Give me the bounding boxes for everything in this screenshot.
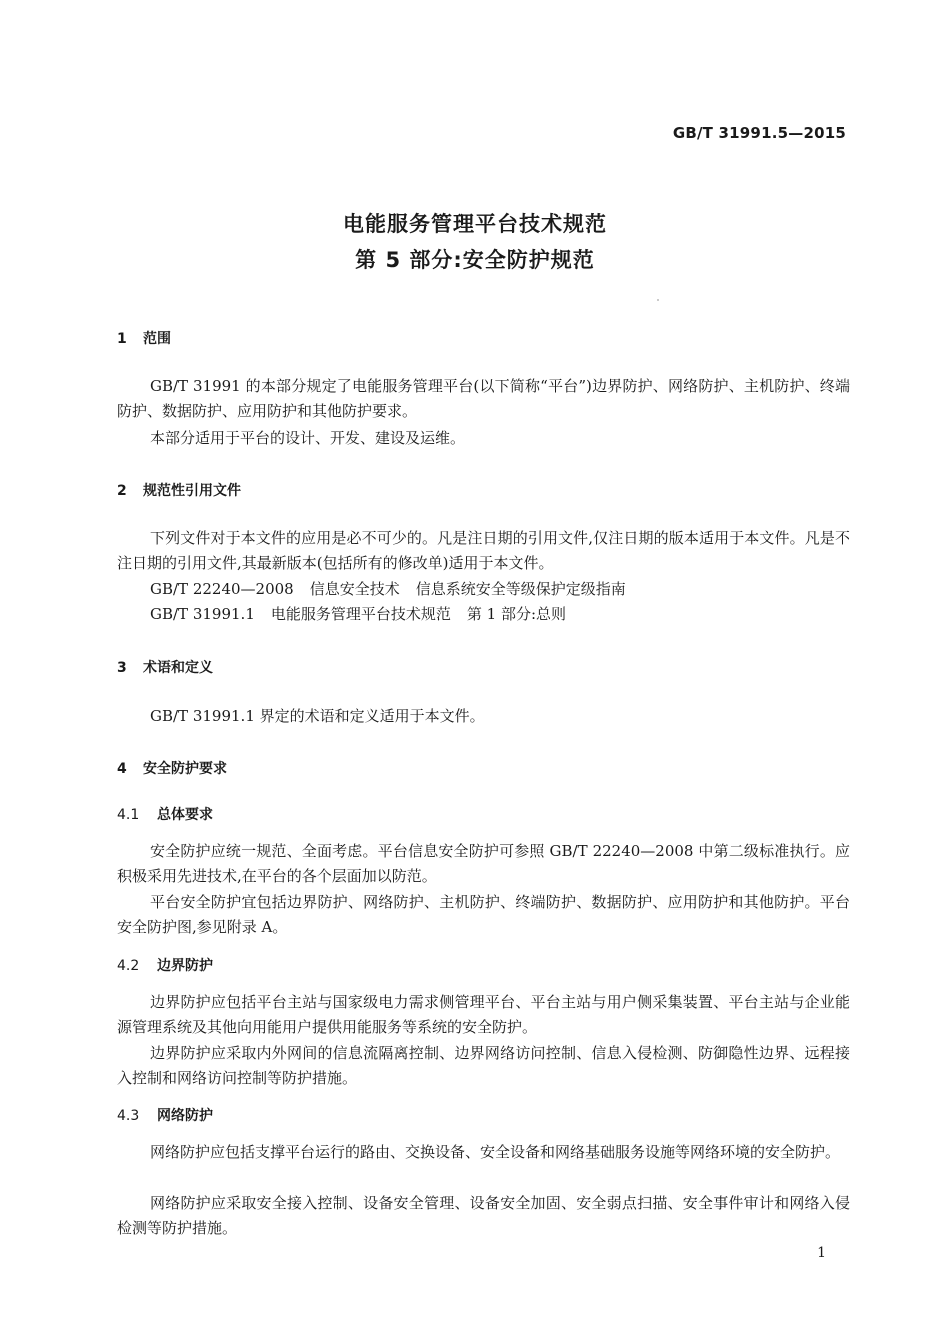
reference-code: GB/T 22240—2008 bbox=[150, 580, 294, 598]
subsection-4-1-paragraph-2: 平台安全防护宜包括边界防护、网络防护、主机防护、终端防护、数据防护、应用防护和其他防护。平台安全防护图,参见附录 A。 bbox=[117, 893, 850, 936]
scan-artifact-dot bbox=[657, 299, 659, 301]
section-number: 4 bbox=[117, 761, 127, 777]
section-3-heading bbox=[117, 657, 213, 677]
subsection-4-3-paragraph-1: 网络防护应包括支撑平台运行的路由、交换设备、安全设备和网络基础服务设施等网络环境的安全防护。 bbox=[150, 1143, 841, 1161]
document-title-line2: 第 5 部分:安全防护规范 bbox=[355, 248, 595, 272]
page-number: 1 bbox=[817, 1245, 826, 1261]
subsection-number: 4.1 bbox=[117, 807, 140, 823]
section-number: 2 bbox=[117, 483, 127, 499]
section-1-paragraph-2: 本部分适用于平台的设计、开发、建设及运维。 bbox=[150, 429, 466, 447]
section-title: 规范性引用文件 bbox=[143, 483, 241, 499]
reference-title-part: 信息系统安全等级保护定级指南 bbox=[415, 580, 626, 598]
reference-title-part: 信息安全技术 bbox=[309, 580, 400, 598]
section-number: 1 bbox=[117, 331, 127, 347]
subsection-number: 4.2 bbox=[117, 958, 140, 974]
reference-title-part: 电能服务管理平台技术规范 bbox=[270, 605, 451, 623]
section-1-heading bbox=[117, 328, 171, 348]
reference-code: GB/T 31991.1 bbox=[150, 605, 255, 623]
subsection-4-2-paragraph-1: 边界防护应包括平台主站与国家级电力需求侧管理平台、平台主站与用户侧采集装置、平台主站与企业能源管理系统及其他向用能用户提供用能服务等系统的安全防护。 bbox=[117, 993, 850, 1036]
document-title-line1: 电能服务管理平台技术规范 bbox=[343, 212, 607, 236]
section-title: 范围 bbox=[143, 331, 171, 347]
section-title: 术语和定义 bbox=[143, 660, 213, 676]
section-title: 安全防护要求 bbox=[143, 761, 227, 777]
subsection-4-2-heading bbox=[117, 955, 213, 975]
section-3-paragraph-1: GB/T 31991.1 界定的术语和定义适用于本文件。 bbox=[150, 707, 485, 725]
subsection-4-2-paragraph-2: 边界防护应采取内外网间的信息流隔离控制、边界网络访问控制、信息入侵检测、防御隐性边界、远程接入控制和网络访问控制等防护措施。 bbox=[117, 1044, 850, 1087]
normative-reference-2 bbox=[150, 603, 566, 624]
subsection-4-1-paragraph-1: 安全防护应统一规范、全面考虑。平台信息安全防护可参照 GB/T 22240—2008 中第二级标准执行。应积极采用先进技术,在平台的各个层面加以防范。 bbox=[117, 842, 850, 885]
subsection-4-3-heading bbox=[117, 1105, 213, 1125]
subsection-number: 4.3 bbox=[117, 1108, 140, 1124]
subsection-title: 边界防护 bbox=[157, 958, 213, 974]
section-number: 3 bbox=[117, 660, 127, 676]
section-2-heading bbox=[117, 480, 241, 500]
subsection-title: 网络防护 bbox=[157, 1108, 213, 1124]
section-2-paragraph-1: 下列文件对于本文件的应用是必不可少的。凡是注日期的引用文件,仅注日期的版本适用于本文件。凡是不注日期的引用文件,其最新版本(包括所有的修改单)适用于本文件。 bbox=[117, 529, 850, 572]
reference-title-part: 第 1 部分:总则 bbox=[466, 605, 567, 623]
section-1-paragraph-1: GB/T 31991 的本部分规定了电能服务管理平台(以下简称“平台”)边界防护、网络防护、主机防护、终端防护、数据防护、应用防护和其他防护要求。 bbox=[117, 377, 850, 420]
subsection-4-1-heading bbox=[117, 804, 213, 824]
standard-code: GB/T 31991.5—2015 bbox=[672, 124, 846, 142]
subsection-4-3-paragraph-2: 网络防护应采取安全接入控制、设备安全管理、设备安全加固、安全弱点扫描、安全事件审计和网络入侵检测等防护措施。 bbox=[117, 1194, 850, 1237]
section-4-heading bbox=[117, 758, 227, 778]
subsection-title: 总体要求 bbox=[157, 807, 213, 823]
normative-reference-1 bbox=[150, 578, 626, 599]
